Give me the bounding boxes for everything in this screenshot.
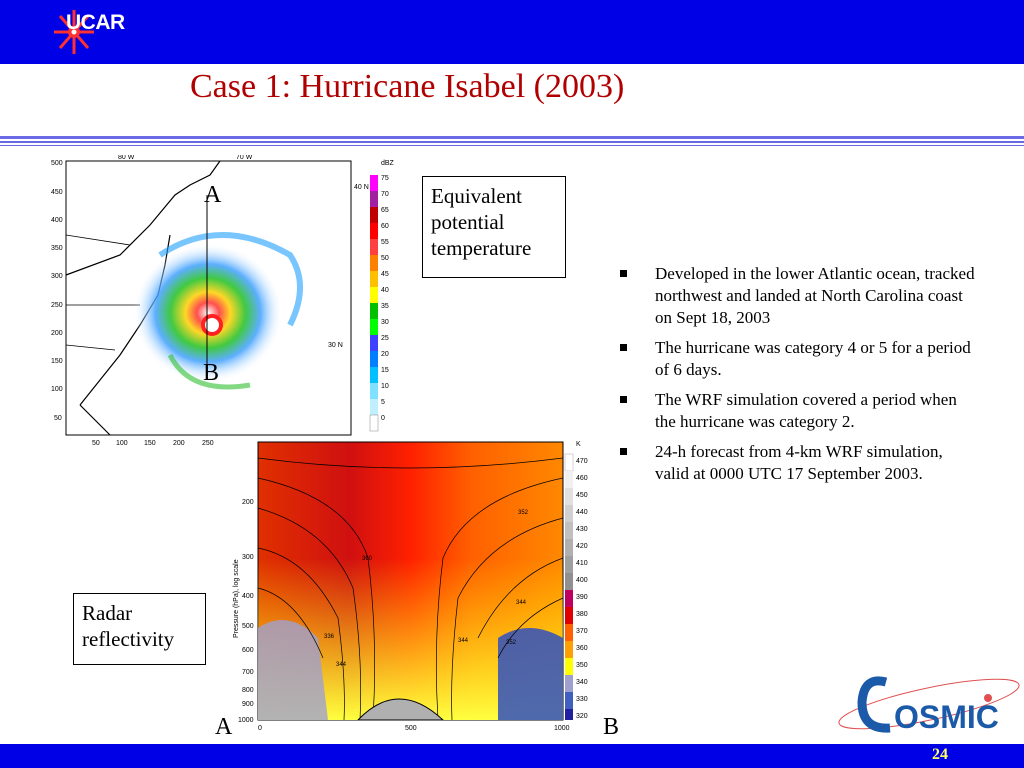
lon-label: 70 W (236, 155, 253, 161)
bullet-square-icon (620, 448, 627, 455)
contour-label: 352 (506, 640, 517, 646)
bullet-square-icon (620, 396, 627, 403)
x-tick-label: 250 (202, 440, 214, 447)
ucar-logo-text: UCAR (66, 11, 125, 34)
y-tick-label: 200 (51, 330, 63, 337)
colorbar-label: 50 (381, 255, 389, 262)
equivalent-potential-temperature-label (422, 176, 566, 278)
y-tick-label: 100 (51, 386, 63, 393)
y-tick-label: 300 (51, 273, 63, 280)
divider-line (0, 145, 1024, 146)
lat-label: 40 N (354, 184, 369, 191)
bullet-item: The hurricane was category 4 or 5 for a period of 6 days. (618, 337, 978, 381)
y-tick-label: 250 (51, 302, 63, 309)
colorbar-label: 70 (381, 191, 389, 198)
colorbar-label: 25 (381, 335, 389, 342)
colorbar-label: 360 (576, 645, 588, 652)
label-line: reflectivity (82, 627, 175, 651)
contour-label: 360 (362, 556, 373, 562)
label-line: potential (431, 210, 505, 234)
y-tick-label: 300 (242, 554, 254, 561)
bullet-item: Developed in the lower Atlantic ocean, tracked northwest and landed at North Carolina coast on Sept 18, 2003 (618, 263, 978, 329)
colorbar-label: 420 (576, 543, 588, 550)
colorbar-label: 320 (576, 713, 588, 720)
cosmic-logo (834, 668, 1024, 740)
bullet-item: 24-h forecast from 4-km WRF simulation, valid at 0000 UTC 17 September 2003. (618, 441, 978, 485)
y-tick-label: 400 (51, 217, 63, 224)
y-tick-label: 500 (242, 623, 254, 630)
x-tick-label: 100 (116, 440, 128, 447)
header-bar (0, 0, 1024, 64)
point-a-marker: A (204, 182, 222, 208)
point-b-marker: B (603, 714, 620, 740)
y-tick-label: 50 (54, 415, 62, 422)
colorbar-label: 390 (576, 594, 588, 601)
y-tick-label: 700 (242, 669, 254, 676)
divider-line (0, 141, 1024, 143)
colorbar-label: 400 (576, 577, 588, 584)
colorbar-label: 40 (381, 287, 389, 294)
colorbar-unit: dBZ (381, 160, 394, 167)
colorbar-label: 430 (576, 526, 588, 533)
x-tick-label: 500 (405, 725, 417, 732)
colorbar-label: 75 (381, 175, 389, 182)
label-line: temperature (431, 236, 532, 260)
y-tick-label: 200 (242, 499, 254, 506)
x-tick-label: 200 (173, 440, 185, 447)
bullet-item: The WRF simulation covered a period when the hurricane was category 2. (618, 389, 978, 433)
colorbar-label: 450 (576, 492, 588, 499)
y-tick-label: 400 (242, 593, 254, 600)
page-number: 24 (932, 746, 948, 763)
contour-label: 344 (516, 600, 527, 606)
y-tick-label: 900 (242, 701, 254, 708)
x-tick-label: 50 (92, 440, 100, 447)
bullet-square-icon (620, 344, 627, 351)
colorbar-label: 20 (381, 351, 389, 358)
colorbar-label: 30 (381, 319, 389, 326)
bullet-square-icon (620, 270, 627, 277)
contour-label: 352 (518, 510, 529, 516)
footer-bar (0, 744, 1024, 768)
lon-label: 80 W (118, 155, 135, 161)
contour-label: 344 (458, 638, 469, 644)
colorbar-label: 55 (381, 239, 389, 246)
contour-label: 336 (324, 634, 335, 640)
colorbar-label: 65 (381, 207, 389, 214)
colorbar-label: 45 (381, 271, 389, 278)
cosmic-logo-text: OSMIC (894, 699, 999, 735)
contour-label: 344 (336, 662, 347, 668)
colorbar-label: 440 (576, 509, 588, 516)
colorbar-label: 60 (381, 223, 389, 230)
divider-line (0, 136, 1024, 139)
colorbar-label: 380 (576, 611, 588, 618)
y-tick-label: 150 (51, 358, 63, 365)
colorbar-label: 10 (381, 383, 389, 390)
y-tick-label: 450 (51, 189, 63, 196)
label-line: Radar (82, 601, 133, 625)
x-tick-label: 0 (258, 725, 262, 732)
radar-reflectivity-label (73, 593, 206, 665)
y-tick-label: 1000 (238, 717, 254, 724)
colorbar-label: 350 (576, 662, 588, 669)
colorbar-label: 370 (576, 628, 588, 635)
x-tick-label: 1000 (554, 725, 570, 732)
label-line: Equivalent (431, 184, 522, 208)
equivalent-potential-temperature-cross-section (228, 438, 588, 734)
lat-label: 30 N (328, 342, 343, 349)
point-a-marker: A (215, 714, 233, 740)
bullet-list (618, 263, 978, 493)
colorbar-label: 340 (576, 679, 588, 686)
slide-title: Case 1: Hurricane Isabel (2003) (190, 68, 625, 105)
colorbar-label: 0 (381, 415, 385, 422)
colorbar-label: 330 (576, 696, 588, 703)
colorbar-label: 470 (576, 458, 588, 465)
point-b-marker: B (203, 360, 220, 386)
colorbar-label: 35 (381, 303, 389, 310)
y-tick-label: 800 (242, 687, 254, 694)
x-tick-label: 150 (144, 440, 156, 447)
y-tick-label: 600 (242, 647, 254, 654)
y-axis-label: Pressure (hPa), log scale (233, 559, 240, 638)
colorbar-label: 15 (381, 367, 389, 374)
y-tick-label: 350 (51, 245, 63, 252)
y-tick-label: 500 (51, 160, 63, 167)
colorbar-label: 410 (576, 560, 588, 567)
colorbar-label: 5 (381, 399, 385, 406)
colorbar-label: 460 (576, 475, 588, 482)
colorbar-unit: K (576, 441, 581, 448)
